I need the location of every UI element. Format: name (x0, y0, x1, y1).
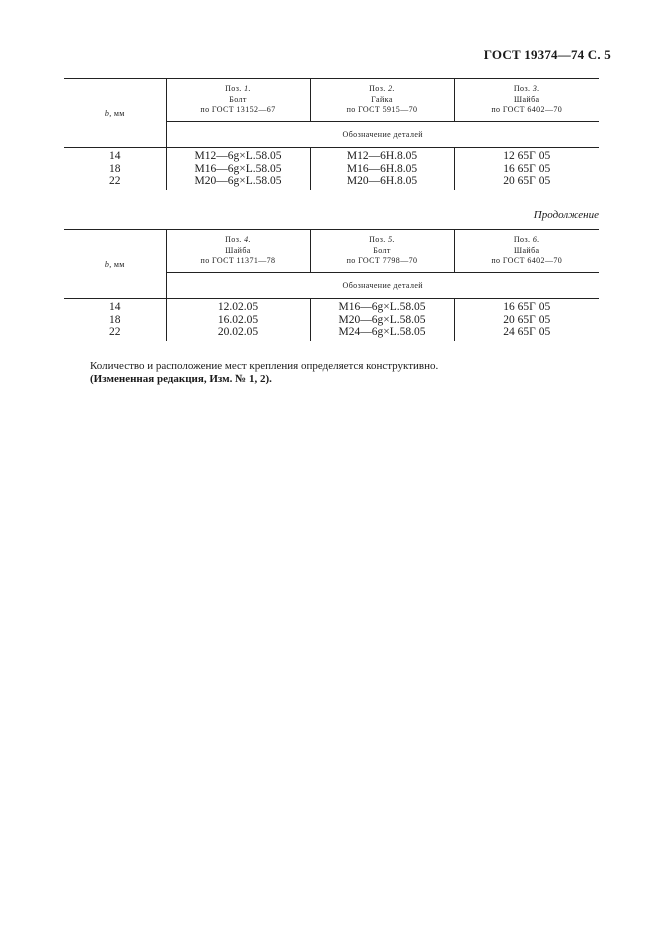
column-header-pos-4: Поз. 4. Шайба по ГОСТ 11371—78 (166, 230, 310, 273)
b-header: b, мм (64, 79, 166, 148)
column-values-pos-2: M12—6H.8.05 M16—6H.8.05 M20—6H.8.05 (310, 148, 454, 191)
column-header-pos-6: Поз. 6. Шайба по ГОСТ 6402—70 (454, 230, 599, 273)
b-values: 14 18 22 (64, 299, 166, 342)
column-header-pos-2: Поз. 2. Гайка по ГОСТ 5915—70 (310, 79, 454, 122)
column-values-pos-1: M12—6g×L.58.05 M16—6g×L.58.05 M20—6g×L.58.05 (166, 148, 310, 191)
column-values-pos-6: 16 65Г 05 20 65Г 05 24 65Г 05 (503, 301, 551, 339)
parts-table-1 (64, 78, 599, 190)
designation-header: Обозначение деталей (166, 122, 599, 148)
mounting-note: Количество и расположение мест крепления определяется конструктивно. (90, 360, 439, 372)
column-values-pos-4: 12.02.05 16.02.05 20.02.05 (166, 299, 310, 342)
column-values-pos-5: M16—6g×L.58.05 M20—6g×L.58.05 M24—6g×L.58.05 (310, 299, 454, 342)
revision-note: (Измененная редакция, Изм. № 1, 2). (90, 373, 272, 385)
page-header: ГОСТ 19374—74 С. 5 (483, 47, 611, 62)
parts-table-2 (64, 229, 599, 341)
b-values: 14 18 22 (64, 148, 166, 191)
b-header: b, мм (64, 230, 166, 299)
continuation-label: Продолжение (533, 209, 599, 221)
column-header-pos-3: Поз. 3. Шайба по ГОСТ 6402—70 (454, 79, 599, 122)
designation-header: Обозначение деталей (166, 273, 599, 299)
column-values-pos-3: 12 65Г 05 16 65Г 05 20 65Г 05 (503, 150, 551, 188)
column-header-pos-1: Поз. 1. Болт по ГОСТ 13152—67 (166, 79, 310, 122)
column-header-pos-5: Поз. 5. Болт по ГОСТ 7798—70 (310, 230, 454, 273)
